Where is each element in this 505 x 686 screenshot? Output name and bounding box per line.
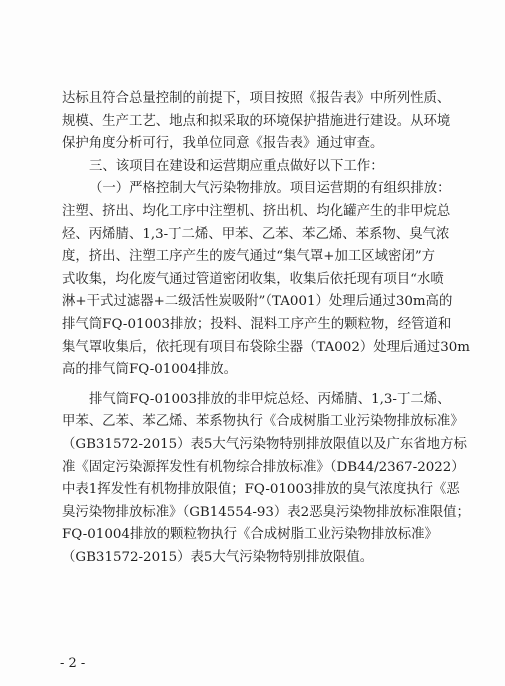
text-line: 排气筒FQ-01003排放；投料、混料工序产生的颗粒物，经管道和 (62, 316, 452, 332)
section-heading: 三、该项目在建设和运营期应重点做好以下工作： (89, 158, 384, 174)
paragraph-emission-standards (62, 389, 470, 570)
text-line: 排气筒FQ-01003排放的非甲烷总烃、丙烯腈、1,3-丁二烯、 (89, 391, 451, 407)
text-line: 准《固定污染源挥发性有机物综合排放标准》（DB44/2367-2022） (62, 459, 465, 475)
text-line: （GB31572-2015）表5大气污染物特别排放限值以及广东省地方标 (62, 436, 467, 452)
text-line: 规模、生产工艺、地点和拟采取的环境保护措施进行建设。从环境 (62, 113, 451, 129)
text-line: 烃、丙烯腈、1,3-丁二烯、甲苯、乙苯、苯乙烯、苯系物、臭气浓 (62, 226, 450, 242)
page-number: - 2 - (60, 656, 86, 671)
paragraph-air-emission-control (62, 178, 470, 381)
text-line: 集气罩收集后，依托现有项目布袋除尘器（TA002）处理后通过30m (62, 339, 470, 355)
text-line: 式收集，均化废气通过管道密闭收集，收集后依托现有项目“水喷 (62, 271, 444, 287)
paragraph-conclusion (62, 88, 462, 156)
document-body (62, 88, 470, 569)
text-line: FQ-01004排放的颗粒物执行《合成树脂工业污染物排放标准》 (62, 527, 438, 543)
text-line: （一）严格控制大气污染物排放。项目运营期的有组织排放： (89, 181, 451, 197)
text-line: 中表1挥发性有机物排放限值；FQ-01003排放的臭气浓度执行《恶 (62, 482, 460, 498)
paragraph-gap (62, 382, 462, 389)
text-line: 甲苯、乙苯、苯乙烯、苯系物执行《合成树脂工业污染物排放标准》 (62, 414, 464, 430)
text-line: 高的排气筒FQ-01004排放。 (62, 362, 238, 378)
text-line: 度，挤出、注塑工序产生的废气通过“集气罩+加工区域密闭”方 (62, 249, 436, 265)
text-line: 达标且符合总量控制的前提下，项目按照《报告表》中所列性质、 (62, 91, 451, 106)
text-line: （GB31572-2015）表5大气污染物特别排放限值。 (62, 549, 374, 565)
paragraph-section-heading (62, 156, 462, 179)
text-line: 注塑、挤出、均化工序中注塑机、挤出机、均化罐产生的非甲烷总 (62, 203, 451, 219)
text-line: 保护角度分析可行，我单位同意《报告表》通过审查。 (62, 136, 384, 152)
text-line: 臭污染物排放标准》（GB14554-93）表2恶臭污染物排放标准限值； (62, 504, 470, 520)
text-line: 淋+干式过滤器+二级活性炭吸附”（TA001）处理后通过30m高的 (62, 294, 453, 310)
